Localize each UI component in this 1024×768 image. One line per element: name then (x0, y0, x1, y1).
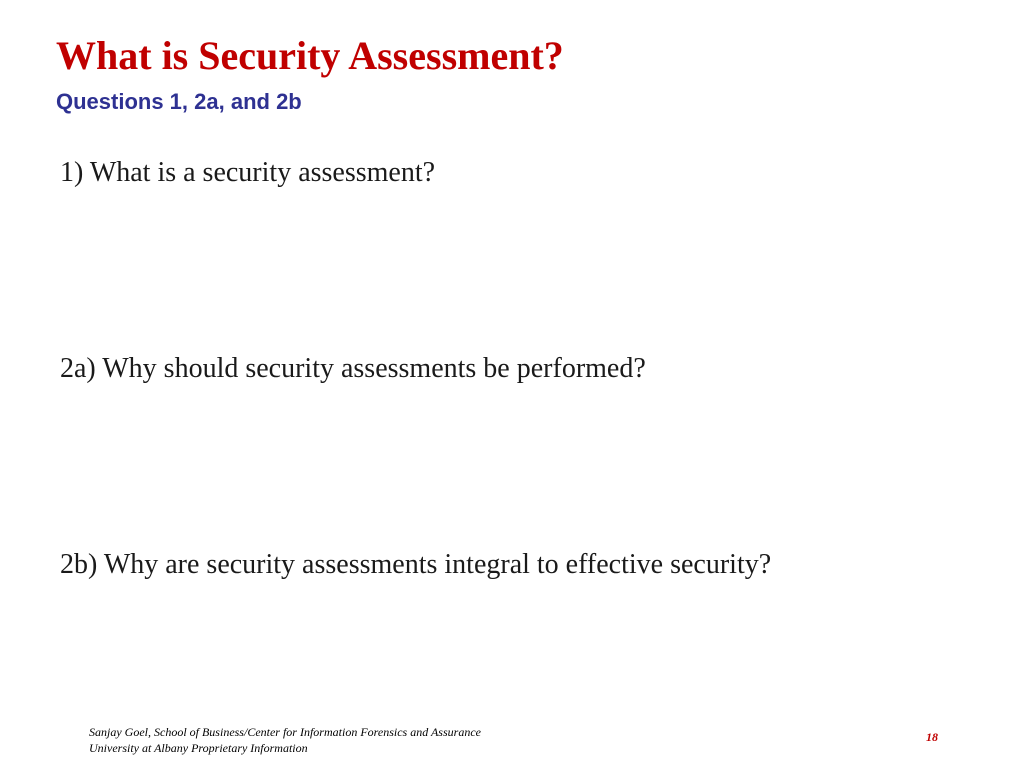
footer-proprietary-line: University at Albany Proprietary Information (89, 741, 308, 755)
footer-author-line: Sanjay Goel, School of Business/Center for Information Forensics and Assurance (89, 725, 481, 739)
page-number: 18 (926, 730, 938, 744)
slide-title: What is Security Assessment? (56, 33, 564, 78)
question-2a: 2a) Why should security assessments be performed? (60, 353, 646, 384)
question-1: 1) What is a security assessment? (60, 157, 436, 188)
question-2b: 2b) Why are security assessments integral to effective security? (60, 549, 772, 580)
slide-subtitle: Questions 1, 2a, and 2b (56, 89, 302, 114)
footer (89, 724, 481, 756)
